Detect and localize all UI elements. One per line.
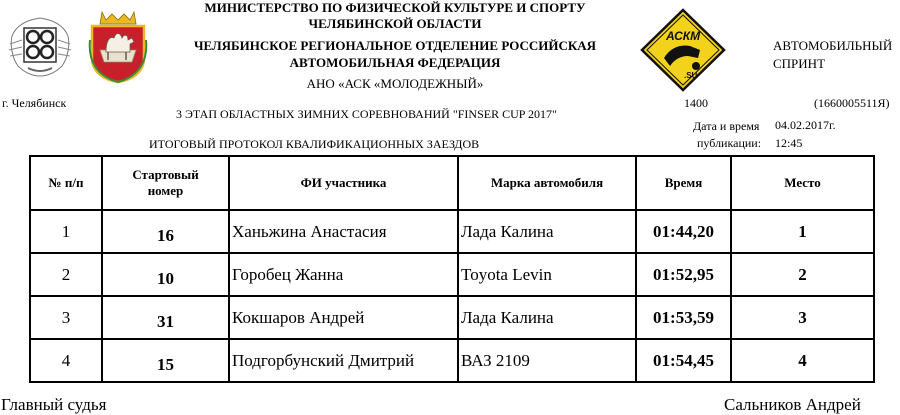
cell-name: Кокшаров Андрей [229,296,458,339]
datetime-label: Дата и время [693,119,760,133]
cell-time: 01:53,59 [636,296,731,339]
header-np: № п/п [30,156,102,210]
cell-np: 1 [30,210,102,253]
chief-judge-name: Сальников Андрей [724,395,861,414]
cell-start: 15 [102,339,229,382]
federation-title-line1: ЧЕЛЯБИНСКОЕ РЕГИОНАЛЬНОЕ ОТДЕЛЕНИЕ РОССИЙСКАЯ [193,38,597,53]
cell-np: 3 [30,296,102,339]
cell-car: Лада Калина [458,296,636,339]
header-name: ФИ участника [229,156,458,210]
chief-judge-label: Главный судья [1,395,107,414]
federation-title-line2: АВТОМОБИЛЬНАЯ ФЕДЕРАЦИЯ [289,55,501,70]
cell-start: 10 [102,253,229,296]
ministry-title-line2: ЧЕЛЯБИНСКОЙ ОБЛАСТИ [308,16,482,31]
cell-place: 3 [731,296,874,339]
header-car: Марка автомобиля [458,156,636,210]
header-time: Время [636,156,731,210]
askm-logo-text: АСКМ [666,29,701,43]
cell-start: 16 [102,210,229,253]
results-table [29,155,875,383]
protocol-title: ИТОГОВЫЙ ПРОТОКОЛ КВАЛИФИКАЦИОННЫХ ЗАЕЗДОВ [149,137,480,151]
table-header-row [30,156,874,210]
cell-np: 2 [30,253,102,296]
cell-np: 4 [30,339,102,382]
cell-name: Подгорбунский Дмитрий [229,339,458,382]
table-row [30,339,874,382]
ministry-title-line1: МИНИСТЕРСТВО ПО ФИЗИЧЕСКОЙ КУЛЬТУРЕ И СПОРТУ [204,0,586,15]
cell-name: Ханьжина Анастасия [229,210,458,253]
event-number: 1400 [684,96,708,110]
cell-start: 31 [102,296,229,339]
table-row [30,296,874,339]
cell-time: 01:52,95 [636,253,731,296]
cell-time: 01:54,45 [636,339,731,382]
table-row [30,210,874,253]
cell-car: Лада Калина [458,210,636,253]
cell-car: Toyota Levin [458,253,636,296]
publication-label: публикации: [697,136,762,150]
cell-place: 2 [731,253,874,296]
header-start-line1: Стартовый [132,167,199,182]
discipline-line1: АВТОМОБИЛЬНЫЙ [773,38,893,53]
cell-name: Горобец Жанна [229,253,458,296]
cell-place: 4 [731,339,874,382]
club-name: АНО «АСК «МОЛОДЕЖНЫЙ» [306,76,484,91]
coat-of-arms-icon [88,10,148,84]
askm-logo-sub: .SU [684,71,698,80]
askm-logo-icon [640,8,726,92]
table-row [30,253,874,296]
header-start-number [102,156,229,210]
event-code: (1660005511Я) [814,96,890,110]
publication-date: 04.02.2017г. [775,118,836,132]
cell-time: 01:44,20 [636,210,731,253]
discipline-line2: СПРИНТ [773,56,826,71]
publication-time: 12:45 [775,136,803,150]
header-start-line2: номер [147,183,184,198]
ministry-emblem-icon [6,14,74,78]
cell-place: 1 [731,210,874,253]
stage-title: 3 ЭТАП ОБЛАСТНЫХ ЗИМНИХ СОРЕВНОВАНИЙ "FINSER CUP 2017" [176,107,557,121]
header-place: Место [731,156,874,210]
city: г. Челябинск [2,96,67,110]
cell-car: ВАЗ 2109 [458,339,636,382]
